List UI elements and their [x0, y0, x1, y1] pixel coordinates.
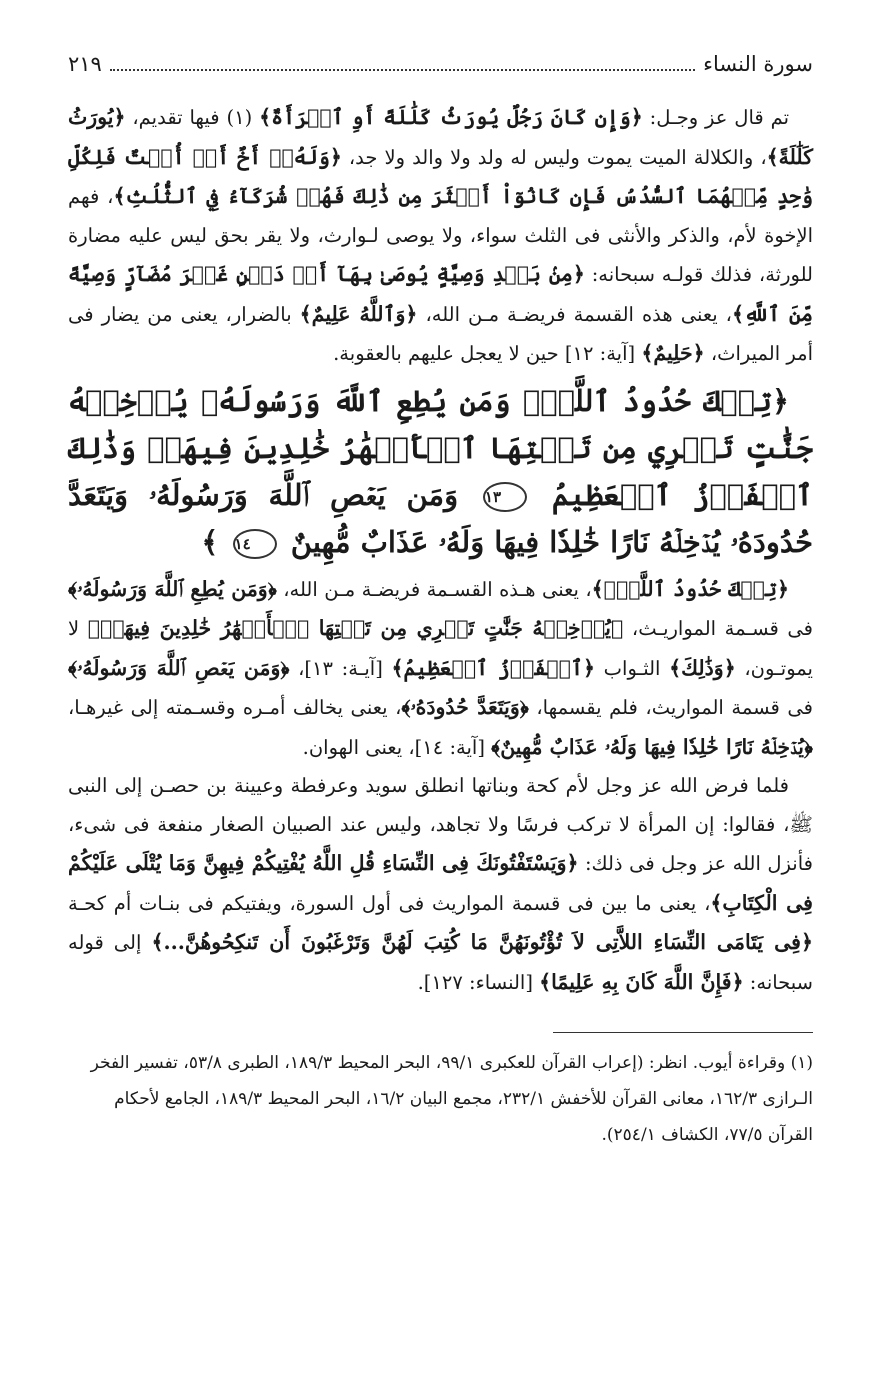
quran-quote: ﴿وَذَٰلِكَ﴾ — [669, 655, 736, 680]
commentary-text: فى قسمة المواريث، فلم يقسمها، — [528, 696, 813, 719]
commentary-text: إلى قوله سبحانه: — [68, 931, 813, 994]
quran-quote: ﴿يُدۡخِلۡهُ نَارًا خَٰلِدٗا فِيهَا وَلَهُۥ عَذَابٌ مُّهِينٌ﴾ — [491, 734, 813, 759]
quran-quote: ﴿يُورَثُ كَلَٰلَةً﴾ — [68, 105, 813, 169]
commentary-text: ، يعنى يخالف أمـره وقسـمته إلى غيرهـا، — [68, 696, 402, 719]
commentary-paragraph — [68, 98, 813, 374]
commentary-text: [آية: ١٢] حين لا يعجل عليهم بالعقوبة. — [333, 342, 642, 365]
quran-quote: ﴿حَلِيمٌ﴾ — [641, 341, 705, 365]
page-number: ٢١٩ — [68, 52, 102, 76]
verse-close-bracket: ﴾ — [201, 524, 219, 559]
commentary-text: الثـواب — [595, 656, 670, 680]
quran-quote: ﴿وَيَتَعَدَّ حُدُودَهُۥ﴾ — [401, 695, 529, 719]
surah-title: سورة النساء — [703, 52, 813, 76]
quran-quote: ﴿وَمَن يَعۡصِ ٱللَّهَ وَرَسُولَهُۥ﴾ — [68, 655, 290, 680]
commentary-text: ، فهم الإخوة لأم، والذكر والأنثى فى الثلث سواء، ولا يوصى لـوارث، ولا يقر بحق ليس عليه مضارة للورثة، فذلك قولـه سبحانه: — [68, 185, 813, 286]
quran-verse-block — [68, 378, 813, 566]
quran-quote: ﴿فِى يَتَامَى النِّسَاءِ اللاَّتِى لاَ تُؤْتُونَهُنَّ مَا كُتِبَ لَهُنَّ وَتَرْغَبُونَ أَن تَنكِحُوهُنَّ...﴾ — [151, 930, 813, 954]
commentary-text: فلما فرض الله عز وجل لأم كحة وبناتها انطلق سويد وعرفطة وعيينة بن حصـن إلى النبى ﷺ، فقالوا: إن المرأة لا تركب فرسًا ولا تجاهد، وليس عند الصبيان الصغار منفعة فى شىء، فأنزل الله عز وجل فى ذلك: — [68, 774, 813, 875]
commentary-text: [آية: ١٤]، يعنى الهوان. — [302, 735, 492, 759]
verse-text-13: ﴿تِلۡكَ حُدُودُ ٱللَّهِۚ وَمَن يُطِعِ ٱللَّهَ وَرَسُولَهُۥ يُدۡخِلۡهُ جَنَّٰتٍ تَجۡرِي مِن تَحۡتِهَا ٱلۡأَنۡهَٰرُ خَٰلِدِينَ فِيهَاۚ وَذَٰلِكَ ٱلۡفَوۡزُ ٱلۡعَظِيمُ — [68, 383, 813, 512]
commentary-text: لا يموتـون، — [68, 617, 813, 680]
commentary-text: ، يعنى ما بين فى قسمة المواريث فى أول السورة، ويفتيكم فى بنـات أم كحـة — [68, 891, 711, 915]
commentary-paragraph — [68, 767, 813, 1002]
quran-quote: ﴿وَإِن كَانَ رَجُلٌ يُورَثُ كَلَٰلَةً أَوِ ٱمۡرَأَةٌ﴾ — [259, 105, 643, 129]
quran-quote: ﴿وَٱللَّهُ عَلِيمٌ﴾ — [299, 301, 418, 326]
commentary-text: [النساء: ١٢٧]. — [417, 970, 540, 994]
commentary-text: بالضرار، يعنى من يضار فى أمر الميراث، — [68, 302, 813, 365]
commentary-text: فى قسـمة المواريـث، — [623, 617, 814, 640]
quran-quote: ﴿فَإِنَّ اللَّهَ كَانَ بِهِ عَلِيمًا﴾ — [539, 969, 744, 994]
page-header — [68, 52, 813, 86]
quran-quote: ﴿مِنۢ بَعۡدِ وَصِيَّةٍ يُوصَىٰ بِهَآ أَوۡ دَيۡنٍ غَيۡرَ مُضَآرٍّ وَصِيَّةً مِّنَ ٱللَّهِ﴾ — [68, 262, 813, 326]
commentary-text: (١) فيها تقديم، — [125, 106, 260, 129]
footnote-separator — [553, 1032, 813, 1033]
commentary-text: ، يعنى هذه القسمة فريضـة مـن الله، — [417, 302, 732, 326]
ayah-number-marker: ١٣ — [483, 482, 527, 512]
quran-quote: ﴿وَيَسْتَفْتُونَكَ فِى النِّسَاءِ قُلِ اللَّهُ يُفْتِيكُمْ فِيهِنَّ وَمَا يُتْلَى عَلَيْكُمْ فِى الْكِتَابِ﴾ — [68, 851, 813, 915]
commentary-text: تم قال عز وجـل: — [642, 106, 790, 129]
commentary-text: [آيـة: ١٣]، — [289, 656, 392, 680]
ayah-number-marker: ١٤ — [233, 529, 277, 559]
quran-quote: ﴿يُدۡخِلۡهُ جَنَّٰتٍ تَجۡرِي مِن تَحۡتِهَا ٱلۡأَنۡهَٰرُ خَٰلِدِينَ فِيهَاۚ﴾ — [87, 616, 624, 640]
header-leader-dots — [110, 69, 695, 71]
commentary-text: ، والكلالة الميت يموت وليس له ولد ولا والد ولا جد، — [341, 145, 767, 169]
footnote: (١) وقراءة أيوب. انظر: (إعراب القرآن للعكبرى ٩٩/١، البحر المحيط ١٨٩/٣، الطبرى ٥٣/٨، تفسير الفخر الـرازى ١٦٢/٣، معانى القرآن للأخفش ٢٣٢/١، مجمع البيان ١٦/٢، البحر المحيط ١٨٩/٣، الجامع لأحكام القرآن ٧٧/٥، الكشاف ٢٥٤/١). — [90, 1053, 813, 1145]
commentary-paragraph — [68, 570, 813, 768]
page-body — [68, 98, 813, 1002]
quran-quote: ﴿وَلَهُۥٓ أَخٌ أَوۡ أُخۡتٌ فَلِكُلِّ وَٰحِدٍ مِّنۡهُمَا ٱلسُّدُسُ فَإِن كَانُوٓاْ أَكۡثَرَ مِن ذَٰلِكَ فَهُمۡ شُرَكَآءُ فِي ٱلثُّلُثِ﴾ — [68, 144, 813, 208]
quran-quote: ﴿ٱلۡفَوۡزُ ٱلۡعَظِيمُ﴾ — [391, 655, 596, 680]
verse-text-14: وَمَن يَعۡصِ ٱللَّهَ وَرَسُولَهُۥ وَيَتَعَدَّ حُدُودَهُۥ يُدۡخِلۡهُ نَارًا خَٰلِدٗا فِيهَا وَلَهُۥ عَذَابٌ مُّهِينٌ — [68, 477, 813, 559]
quran-quote: ﴿تِلۡكَ حُدُودُ ٱللَّهِۚ﴾ — [591, 576, 789, 601]
quran-quote: ﴿وَمَن يُطِعِ ٱللَّهَ وَرَسُولَهُۥ﴾ — [68, 576, 277, 601]
commentary-text: ، يعنى هـذه القسـمة فريضـة مـن الله، — [276, 577, 592, 601]
